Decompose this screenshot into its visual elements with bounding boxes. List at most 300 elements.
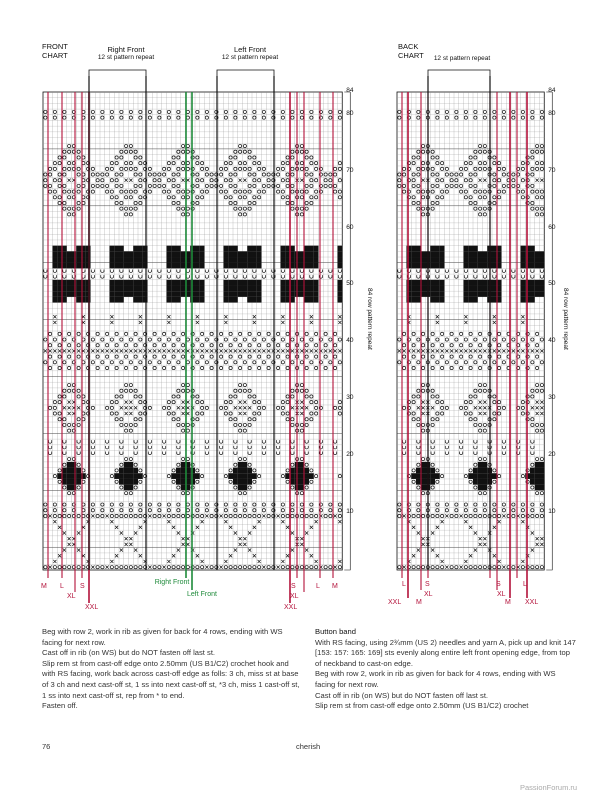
front-stitch-black — [57, 251, 62, 257]
front-stitch-black — [57, 246, 62, 252]
front-stitch-black — [114, 280, 119, 286]
front-stitch-black — [114, 246, 119, 252]
back-stitch-black — [483, 280, 488, 286]
back-stitch-black — [478, 485, 483, 491]
front-stitch-black — [171, 280, 176, 286]
front-stitch-black — [233, 291, 238, 297]
back-row-number: 70 — [548, 166, 556, 174]
front-stitch-black — [124, 280, 129, 286]
front-stitch-black — [257, 263, 262, 269]
front-stitch-black — [247, 291, 252, 297]
front-stitch-black — [143, 291, 148, 297]
front-stitch-black — [176, 280, 181, 286]
back-stitch-black — [435, 263, 440, 269]
front-stitch-black — [62, 291, 67, 297]
front-stitch-black — [143, 257, 148, 263]
front-row-number: 80 — [346, 109, 354, 117]
back-stitch-black — [521, 246, 526, 252]
front-stitch-black — [119, 285, 124, 291]
front-stitch-black — [243, 263, 248, 269]
front-stitch-black — [171, 297, 176, 303]
front-stitch-black — [167, 280, 172, 286]
left-para-3: Slip rem st from cast-off edge onto 2.50mm (US B1/C2) crochet hook and with RS facing, work back across cast-off edge as folls: 3 ch, miss st at base of 3 ch and next cast-off st, 1 ss into next cast-off st, *3 ch, miss 1 cast-off st, 1 ss into next cast-off st, rep from * to end. — [42, 658, 300, 700]
front-stitch-black — [129, 485, 134, 491]
front-stitch-black — [76, 257, 81, 263]
front-stitch-black — [224, 291, 229, 297]
back-stitch-black — [435, 246, 440, 252]
back-stitch-black — [411, 257, 416, 263]
back-stitch-black — [416, 257, 421, 263]
front-stitch-black — [176, 468, 181, 474]
front-stitch-black — [57, 263, 62, 269]
back-stitch-black — [483, 462, 488, 468]
front-stitch-black — [309, 257, 314, 263]
front-stitch-black — [252, 285, 257, 291]
back-stitch-black — [473, 263, 478, 269]
back-stitch-black — [530, 280, 535, 286]
back-stitch-black — [521, 291, 526, 297]
back-stitch-black — [483, 291, 488, 297]
back-stitch-black — [464, 297, 469, 303]
front-stitch-black — [124, 291, 129, 297]
front-stitch-black — [309, 251, 314, 257]
front-stitch-black — [252, 297, 257, 303]
front-stitch-black — [119, 257, 124, 263]
back-size-s-right: S — [496, 581, 501, 588]
front-stitch-black — [309, 263, 314, 269]
front-stitch-black — [167, 263, 172, 269]
front-stitch-black — [247, 263, 252, 269]
front-stitch-black — [114, 297, 119, 303]
front-size-xl-left: XL — [67, 593, 76, 600]
front-stitch-black — [257, 297, 262, 303]
back-stitch-black — [468, 291, 473, 297]
front-stitch-black — [257, 257, 262, 263]
back-repeat-bracket — [428, 70, 490, 76]
front-stitch-black — [243, 473, 248, 479]
back-size-xl-right: XL — [497, 591, 506, 598]
front-stitch-black — [76, 479, 81, 485]
front-stitch-black — [62, 251, 67, 257]
front-stitch-black — [62, 280, 67, 286]
back-stitch-black — [435, 291, 440, 297]
back-stitch-black — [473, 257, 478, 263]
front-stitch-black — [124, 251, 129, 257]
front-stitch-black — [228, 285, 233, 291]
front-stitch-black — [119, 280, 124, 286]
front-stitch-black — [224, 285, 229, 291]
front-stitch-black — [233, 251, 238, 257]
back-stitch-black — [530, 257, 535, 263]
back-stitch-black — [540, 479, 545, 485]
back-stitch-black — [535, 263, 540, 269]
front-stitch-black — [53, 257, 58, 263]
front-stitch-black — [138, 280, 143, 286]
front-stitch-black — [195, 285, 200, 291]
back-row-number: 30 — [548, 394, 556, 402]
front-stitch-black — [257, 291, 262, 297]
back-stitch-black — [464, 257, 469, 263]
front-stitch-black — [114, 257, 119, 263]
front-stitch-black — [129, 257, 134, 263]
back-stitch-black — [473, 246, 478, 252]
front-stitch-black — [304, 246, 309, 252]
front-stitch-black — [124, 479, 129, 485]
front-stitch-black — [238, 291, 243, 297]
front-stitch-black — [76, 285, 81, 291]
back-stitch-black — [473, 473, 478, 479]
front-size-l-right: L — [316, 583, 320, 590]
front-stitch-black — [119, 263, 124, 269]
front-stitch-black — [238, 485, 243, 491]
front-stitch-black — [62, 263, 67, 269]
front-stitch-black — [243, 485, 248, 491]
back-stitch-black — [411, 246, 416, 252]
back-stitch-black — [540, 462, 545, 468]
front-stitch-black — [53, 291, 58, 297]
left-para-1: Beg with row 2, work in rib as given for back for 4 rows, ending with WS facing for next row. — [42, 627, 283, 647]
back-stitch-black — [435, 473, 440, 479]
back-stitch-black — [440, 263, 445, 269]
front-stitch-black — [338, 263, 343, 269]
front-stitch-black — [62, 479, 67, 485]
back-stitch-black — [535, 468, 540, 474]
front-stitch-black — [133, 285, 138, 291]
front-stitch-black — [233, 479, 238, 485]
back-stitch-black — [521, 285, 526, 291]
back-stitch-black — [492, 246, 497, 252]
front-stitch-black — [124, 468, 129, 474]
front-stitch-black — [138, 297, 143, 303]
front-row-repeat-label: 84 row pattern repeat — [366, 288, 373, 350]
front-stitch-black — [224, 263, 229, 269]
front-stitch-black — [309, 285, 314, 291]
back-stitch-black — [530, 297, 535, 303]
front-stitch-black — [53, 251, 58, 257]
front-stitch-black — [304, 297, 309, 303]
back-stitch-black — [416, 285, 421, 291]
front-stitch-black — [243, 479, 248, 485]
back-stitch-black — [535, 479, 540, 485]
back-stitch-black — [464, 291, 469, 297]
back-stitch-black — [430, 285, 435, 291]
back-stitch-black — [430, 291, 435, 297]
back-size-m-right: M — [505, 599, 511, 606]
front-stitch-black — [124, 473, 129, 479]
magazine-name: cherish — [296, 742, 321, 751]
back-stitch-black — [416, 473, 421, 479]
back-row-number: 60 — [548, 223, 556, 231]
front-row-number: 50 — [346, 280, 354, 288]
back-stitch-black — [540, 263, 545, 269]
front-stitch-black — [247, 280, 252, 286]
front-stitch-black — [124, 485, 129, 491]
front-stitch-black — [143, 285, 148, 291]
front-stitch-black — [67, 462, 72, 468]
front-stitch-black — [133, 246, 138, 252]
front-stitch-black — [238, 251, 243, 257]
back-stitch-black — [435, 257, 440, 263]
front-stitch-black — [129, 473, 134, 479]
back-stitch-black — [540, 257, 545, 263]
back-stitch-black — [535, 280, 540, 286]
front-stitch-black — [314, 263, 319, 269]
front-stitch-black — [133, 257, 138, 263]
front-stitch-black — [304, 280, 309, 286]
back-stitch-black — [483, 479, 488, 485]
front-stitch-black — [252, 280, 257, 286]
front-stitch-black — [171, 257, 176, 263]
back-stitch-black — [440, 257, 445, 263]
back-stitch-black — [492, 285, 497, 291]
back-chart-title-1: BACK — [398, 42, 419, 51]
back-stitch-black — [468, 263, 473, 269]
back-stitch-black — [473, 280, 478, 286]
back-stitch-black — [473, 479, 478, 485]
back-stitch-black — [540, 485, 545, 491]
back-stitch-black — [464, 285, 469, 291]
front-stitch-black — [195, 473, 200, 479]
front-stitch-black — [304, 285, 309, 291]
front-stitch-black — [129, 285, 134, 291]
front-stitch-black — [200, 246, 205, 252]
front-stitch-black — [57, 297, 62, 303]
watermark: PassionForum.ru — [520, 783, 578, 792]
front-stitch-black — [62, 473, 67, 479]
back-size-l-right: L — [523, 581, 527, 588]
front-stitch-black — [224, 280, 229, 286]
back-stitch-black — [530, 468, 535, 474]
front-stitch-black — [238, 462, 243, 468]
front-stitch-black — [110, 280, 115, 286]
back-repeat: 12 st pattern repeat — [433, 55, 491, 62]
back-stitch-black — [478, 285, 483, 291]
back-stitch-black — [540, 285, 545, 291]
front-stitch-black — [119, 297, 124, 303]
front-stitch-black — [133, 468, 138, 474]
front-stitch-black — [247, 468, 252, 474]
front-stitch-black — [114, 285, 119, 291]
front-stitch-black — [110, 297, 115, 303]
front-stitch-black — [228, 251, 233, 257]
back-stitch-black — [483, 251, 488, 257]
front-repeat-bracket — [89, 70, 146, 76]
front-row-number: 60 — [346, 223, 354, 231]
front-stitch-black — [57, 257, 62, 263]
front-stitch-black — [224, 297, 229, 303]
front-stitch-black — [76, 251, 81, 257]
back-stitch-black — [435, 280, 440, 286]
right-para-1: With RS facing, using 2¾mm (US 2) needles and yarn A, pick up and knit 147 [153: 157: 165: 169] sts evenly along entire left front opening edge, from top of neckband to cast-on edge. — [315, 637, 576, 668]
front-stitch-black — [195, 297, 200, 303]
front-stitch-black — [114, 291, 119, 297]
front-stitch-black — [181, 468, 186, 474]
front-stitch-black — [338, 285, 343, 291]
front-stitch-black — [176, 291, 181, 297]
front-stitch-black — [247, 285, 252, 291]
front-stitch-black — [138, 257, 143, 263]
back-stitch-black — [416, 251, 421, 257]
front-stitch-black — [181, 280, 186, 286]
front-stitch-black — [314, 246, 319, 252]
front-stitch-black — [233, 246, 238, 252]
front-stitch-black — [171, 285, 176, 291]
back-stitch-black — [468, 246, 473, 252]
back-size-xl-left: XL — [424, 591, 433, 598]
front-stitch-black — [114, 473, 119, 479]
back-stitch-black — [530, 246, 535, 252]
front-stitch-black — [138, 263, 143, 269]
front-stitch-black — [304, 251, 309, 257]
front-stitch-black — [281, 263, 286, 269]
front-stitch-black — [114, 251, 119, 257]
back-stitch-black — [521, 257, 526, 263]
back-stitch-black — [535, 291, 540, 297]
back-stitch-black — [473, 468, 478, 474]
front-stitch-black — [171, 473, 176, 479]
right-front-tag: Right Front — [154, 579, 190, 586]
back-stitch-black — [430, 251, 435, 257]
back-stitch-black — [411, 473, 416, 479]
back-stitch-black — [483, 263, 488, 269]
front-stitch-black — [76, 297, 81, 303]
front-stitch-black — [243, 257, 248, 263]
front-stitch-black — [304, 468, 309, 474]
back-stitch-black — [416, 246, 421, 252]
front-stitch-black — [195, 251, 200, 257]
front-stitch-black — [176, 285, 181, 291]
back-stitch-black — [411, 280, 416, 286]
back-stitch-black — [521, 280, 526, 286]
front-stitch-black — [133, 251, 138, 257]
front-stitch-black — [238, 285, 243, 291]
front-stitch-black — [133, 473, 138, 479]
front-stitch-black — [143, 280, 148, 286]
back-row-number: 50 — [548, 280, 556, 288]
front-stitch-black — [252, 257, 257, 263]
front-stitch-black — [181, 251, 186, 257]
front-stitch-black — [124, 285, 129, 291]
front-stitch-black — [243, 285, 248, 291]
front-stitch-black — [338, 246, 343, 252]
front-stitch-black — [76, 280, 81, 286]
front-stitch-black — [228, 291, 233, 297]
back-stitch-black — [530, 251, 535, 257]
front-stitch-black — [129, 479, 134, 485]
text-column-left — [42, 627, 304, 712]
front-stitch-black — [233, 280, 238, 286]
back-stitch-black — [483, 485, 488, 491]
front-stitch-black — [281, 246, 286, 252]
front-stitch-black — [200, 297, 205, 303]
back-stitch-black — [430, 246, 435, 252]
back-stitch-black — [492, 473, 497, 479]
front-stitch-black — [129, 251, 134, 257]
front-row-number: 70 — [346, 166, 354, 174]
back-stitch-black — [492, 291, 497, 297]
back-stitch-black — [530, 263, 535, 269]
front-stitch-black — [67, 473, 72, 479]
front-stitch-black — [171, 263, 176, 269]
back-stitch-black — [540, 280, 545, 286]
front-stitch-black — [138, 291, 143, 297]
front-stitch-black — [247, 479, 252, 485]
front-stitch-black — [57, 280, 62, 286]
back-stitch-black — [430, 473, 435, 479]
back-stitch-black — [492, 280, 497, 286]
back-stitch-black — [535, 285, 540, 291]
front-stitch-black — [62, 257, 67, 263]
front-chart-title-1: FRONT — [42, 42, 68, 51]
front-stitch-black — [181, 462, 186, 468]
front-stitch-black — [247, 246, 252, 252]
front-stitch-black — [119, 473, 124, 479]
front-stitch-black — [176, 263, 181, 269]
back-stitch-black — [530, 479, 535, 485]
front-stitch-black — [167, 285, 172, 291]
back-stitch-black — [540, 468, 545, 474]
front-stitch-black — [176, 479, 181, 485]
front-stitch-black — [247, 257, 252, 263]
back-stitch-black — [540, 251, 545, 257]
front-stitch-black — [309, 473, 314, 479]
front-stitch-black — [281, 257, 286, 263]
front-stitch-black — [304, 479, 309, 485]
front-stitch-black — [314, 285, 319, 291]
back-stitch-black — [478, 251, 483, 257]
front-stitch-black — [143, 263, 148, 269]
front-stitch-black — [67, 251, 72, 257]
front-stitch-black — [314, 251, 319, 257]
front-stitch-black — [167, 251, 172, 257]
back-stitch-black — [492, 263, 497, 269]
front-stitch-black — [314, 297, 319, 303]
front-stitch-black — [233, 285, 238, 291]
back-stitch-black — [411, 291, 416, 297]
front-stitch-black — [243, 291, 248, 297]
back-stitch-black — [464, 251, 469, 257]
back-stitch-black — [468, 297, 473, 303]
back-stitch-black — [535, 251, 540, 257]
front-stitch-black — [200, 251, 205, 257]
front-stitch-black — [281, 297, 286, 303]
back-stitch-black — [435, 251, 440, 257]
back-row-number: 84 — [548, 87, 556, 94]
front-stitch-black — [238, 263, 243, 269]
front-stitch-black — [200, 285, 205, 291]
back-stitch-black — [540, 473, 545, 479]
front-stitch-black — [233, 257, 238, 263]
front-stitch-black — [53, 280, 58, 286]
front-stitch-black — [195, 257, 200, 263]
front-stitch-black — [281, 251, 286, 257]
back-stitch-black — [521, 297, 526, 303]
back-size-l-left: L — [402, 581, 406, 588]
back-stitch-black — [478, 263, 483, 269]
front-stitch-black — [62, 468, 67, 474]
back-size-xxl-right: XXL — [525, 599, 539, 606]
front-stitch-black — [143, 297, 148, 303]
front-stitch-black — [176, 473, 181, 479]
front-stitch-black — [176, 251, 181, 257]
front-stitch-black — [309, 246, 314, 252]
front-stitch-black — [257, 280, 262, 286]
front-stitch-black — [138, 246, 143, 252]
front-stitch-black — [243, 462, 248, 468]
front-stitch-black — [133, 263, 138, 269]
back-stitch-black — [411, 263, 416, 269]
front-stitch-black — [252, 291, 257, 297]
